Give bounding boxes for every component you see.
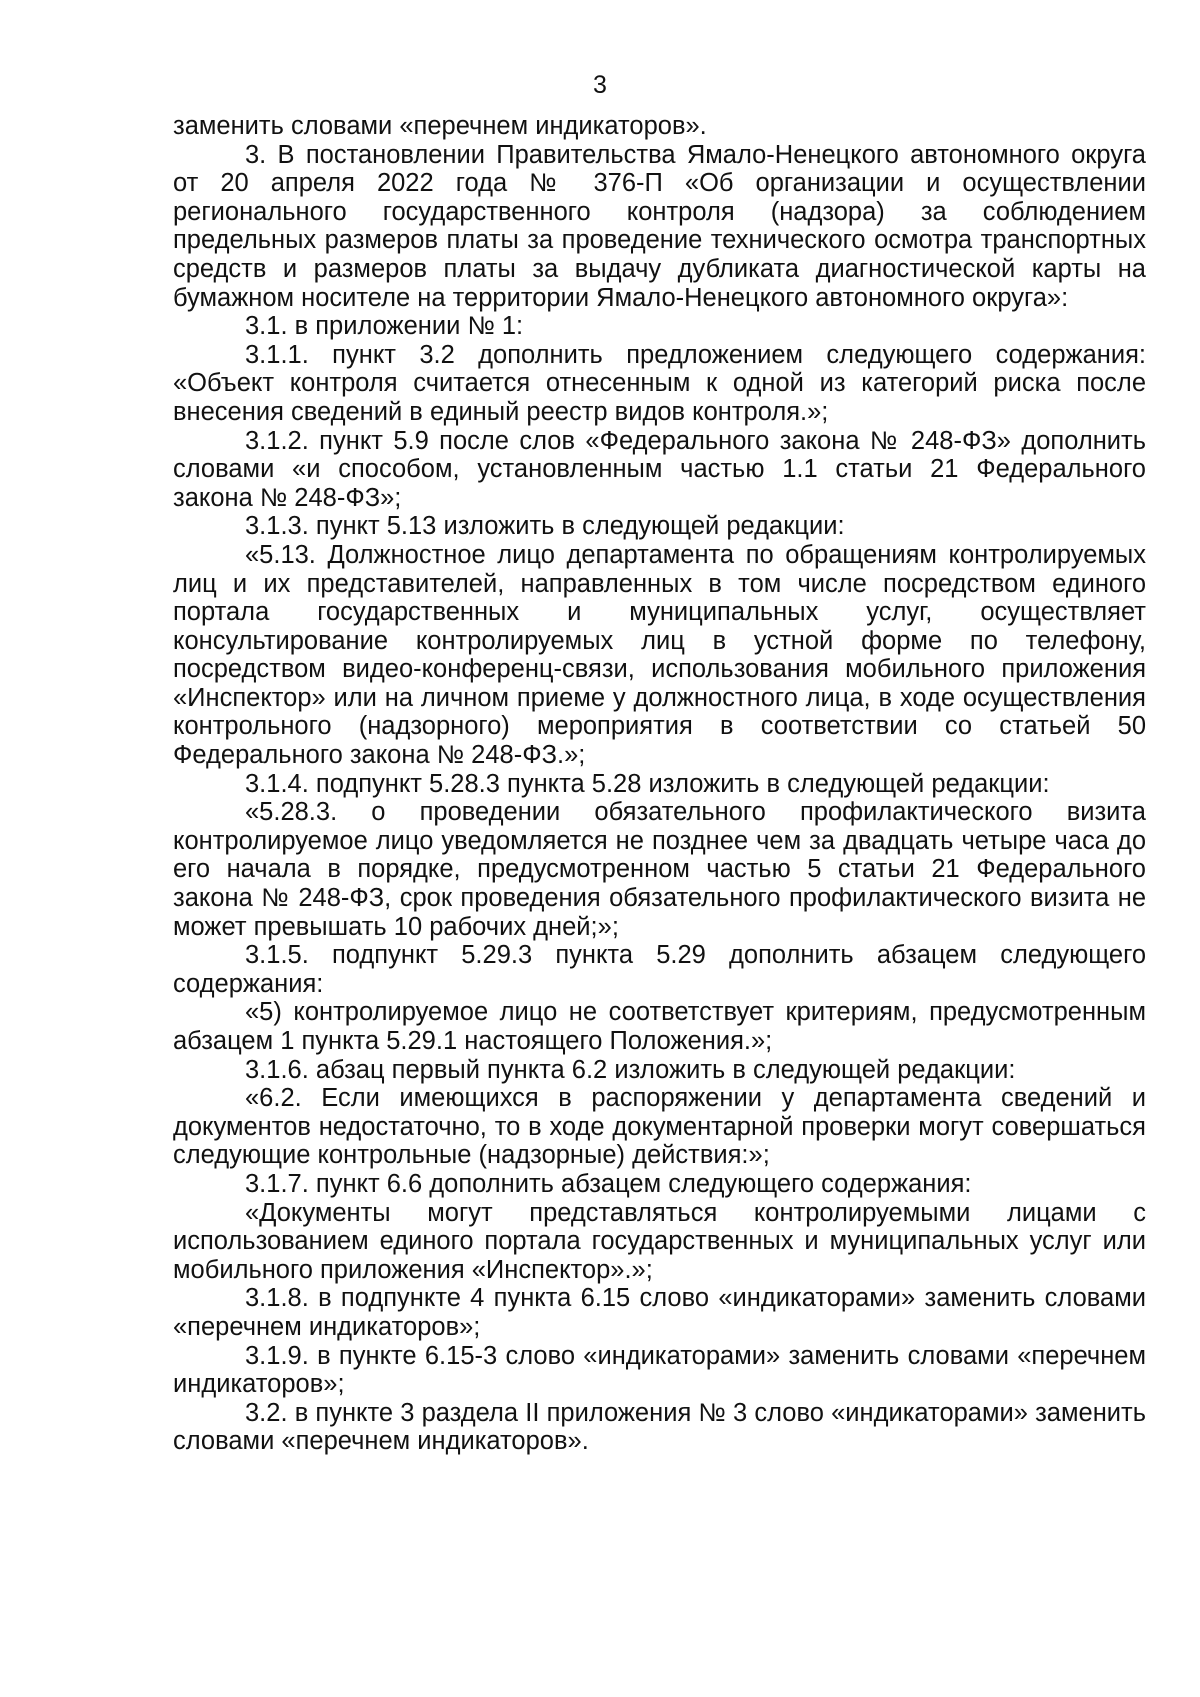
page-number: 3 (593, 71, 607, 99)
paragraph-quote-5: «5) контролируемое лицо не соответствует критериям, предусмотренным абзацем 1 пункта 5.29.1 настоящего Положения.»; (173, 998, 1146, 1055)
paragraph-item-3-1-5: 3.1.5. подпункт 5.29.3 пункта 5.29 дополнить абзацем следующего содержания: (173, 941, 1146, 998)
paragraph-item-3-1-7: 3.1.7. пункт 6.6 дополнить абзацем следующего содержания: (245, 1169, 972, 1198)
paragraph-quote-5-28-3: «5.28.3. о проведении обязательного профилактического визита контролируемое лицо уведомляется не позднее чем за двадцать четыре часа до его начала в порядке, предусмотренном частью 5 статьи 21 Федерального закона № 248-ФЗ, срок проведения обязательного профилактического визита не может превышать 10 рабочих дней;»; (173, 798, 1146, 941)
paragraph-item-3: 3. В постановлении Правительства Ямало-Ненецкого автономного округа от 20 апреля 2022 года № 376-П «Об организации и осуществлении регионального государственного контроля (надзора) за соблюдением предельных размеров платы за проведение технического осмотра транспортных средств и размеров платы за выдачу дубликата диагностической карты на бумажном носителе на территории Ямало-Ненецкого автономного округа»: (173, 140, 1146, 312)
document-body (173, 112, 1146, 1456)
paragraph-item-3-1-6: 3.1.6. абзац первый пункта 6.2 изложить в следующей редакции: (245, 1055, 1016, 1084)
paragraph-item-3-1-8: 3.1.8. в подпункте 4 пункта 6.15 слово «индикаторами» заменить словами «перечнем индикаторов»; (173, 1284, 1146, 1341)
paragraph-item-3-1-1: 3.1.1. пункт 3.2 дополнить предложением следующего содержания: «Объект контроля считается отнесенным к одной из категорий риска после внесения сведений в единый реестр видов контроля.»; (173, 340, 1146, 426)
paragraph-item-3-1: 3.1. в приложении № 1: (245, 312, 524, 341)
paragraph-continuation: заменить словами «перечнем индикаторов». (173, 112, 707, 140)
paragraph-item-3-1-4: 3.1.4. подпункт 5.28.3 пункта 5.28 изложить в следующей редакции: (245, 769, 1050, 798)
paragraph-item-3-1-3: 3.1.3. пункт 5.13 изложить в следующей редакции: (245, 512, 845, 541)
paragraph-quote-5-13: «5.13. Должностное лицо департамента по обращениям контролируемых лиц и их представителей, направленных в том числе посредством единого портала государственных и муниципальных услуг, осуществляет консультирование контролируемых лиц в устной форме по телефону, посредством видео-конференц-связи, использования мобильного приложения «Инспектор» или на личном приеме у должностного лица, в ходе осуществления контрольного (надзорного) мероприятия в соответствии со статьей 50 Федерального закона № 248-ФЗ.»; (173, 540, 1146, 770)
paragraph-quote-documents: «Документы могут представляться контролируемыми лицами с использованием единого портала государственных и муниципальных услуг или мобильного приложения «Инспектор».»; (173, 1198, 1146, 1284)
paragraph-item-3-2: 3.2. в пункте 3 раздела II приложения № 3 слово «индикаторами» заменить словами «перечнем индикаторов». (173, 1398, 1146, 1456)
paragraph-item-3-1-2: 3.1.2. пункт 5.9 после слов «Федерального закона № 248-ФЗ» дополнить словами «и способом, установленным частью 1.1 статьи 21 Федерального закона № 248-ФЗ»; (173, 426, 1146, 512)
paragraph-quote-6-2: «6.2. Если имеющихся в распоряжении у департамента сведений и документов недостаточно, то в ходе документарной проверки могут совершаться следующие контрольные (надзорные) действия:»; (173, 1084, 1146, 1170)
paragraph-item-3-1-9: 3.1.9. в пункте 6.15-3 слово «индикаторами» заменить словами «перечнем индикаторов»; (173, 1341, 1146, 1399)
